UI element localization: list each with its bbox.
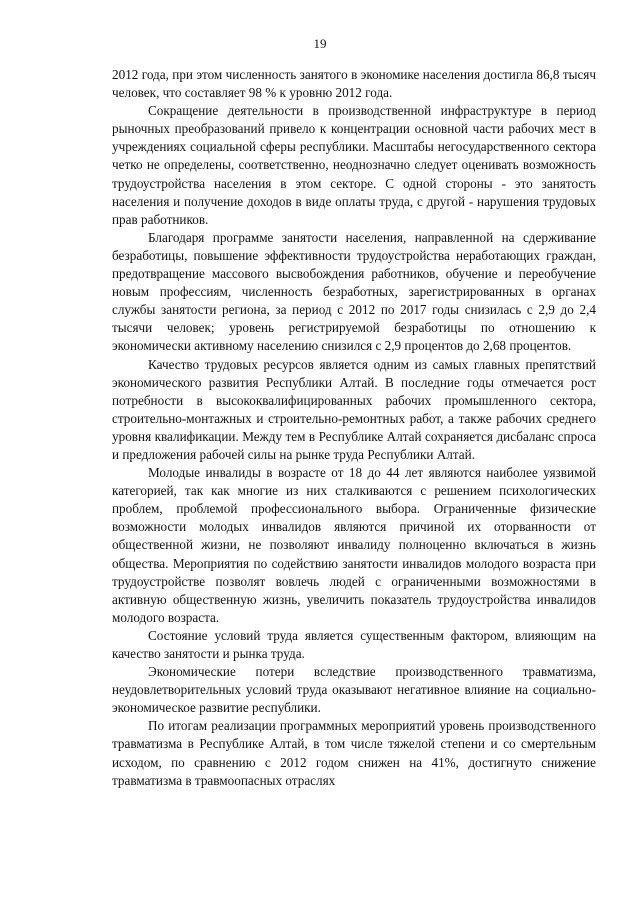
paragraph-economic-losses: Экономические потери вследствие производственного травматизма, неудовлетворительных условий труда оказывают негативное влияние на социально-экономическое развитие республики. <box>112 664 596 716</box>
paragraph-working-conditions: Состояние условий труда является существенным фактором, влияющим на качество занятости и рынка труда. <box>112 627 596 661</box>
body-text <box>112 66 596 790</box>
paragraph-injury-results: По итогам реализации программных мероприятий уровень производственного травматизма в Республике Алтай, в том числе тяжелой степени и со смертельным исходом, по сравнению с 2012 годом снижен на 41%, достигнуто снижение травматизма в травмоопасных отраслях <box>112 718 596 788</box>
paragraph-continued: 2012 года, при этом численность занятого в экономике населения достигла 86,8 тысяч человек, что составляет 98 % к уровню 2012 года. <box>112 67 596 101</box>
paragraph-young-disabled: Молодые инвалиды в возрасте от 18 до 44 лет являются наиболее уязвимой категорией, так как многие из них сталкиваются с решением психологических проблем, проблемой профессионального выбора. Ограниченные физические возможности молодых инвалидов являются причиной их оторванности от общественной жизни, не позволяют инвалиду полноценно включаться в жизнь общества. Мероприятия по содействию занятости инвалидов молодого возраста при трудоустройстве позволят вовлечь людей с ограниченными возможностями в активную общественную жизнь, увеличить показатель трудоустройства инвалидов молодого возраста. <box>112 465 596 625</box>
paragraph-labor-quality: Качество трудовых ресурсов является одним из самых главных препятствий экономического развития Республики Алтай. В последние годы отмечается рост потребности в высококвалифицированных рабочих промышленного сектора, строительно-монтажных и строительно-ремонтных работ, а также рабочих среднего уровня квалификации. Между тем в Республике Алтай сохраняется дисбаланс спроса и предложения рабочей силы на рынке труда Республики Алтай. <box>112 356 596 462</box>
page-number: 19 <box>313 36 327 51</box>
paragraph-infrastructure: Сокращение деятельности в производственной инфраструктуре в период рыночных преобразований привело к концентрации основной части рабочих мест в учреждениях социальной сферы республики. Масштабы негосударственного сектора четко не определены, соответственно, неоднозначно следует оценивать возможность трудоустройства населения в этом секторе. С одной стороны - это занятость населения и получение доходов в виде оплаты труда, с другой - нарушения трудовых прав работников. <box>112 103 596 227</box>
paragraph-employment-program: Благодаря программе занятости населения, направленной на сдерживание безработицы, повышение эффективности трудоустройства неработающих граждан, предотвращение массового высвобождения работников, обучение и переобучение новым профессиям, численность безработных, зарегистрированных в органах службы занятости региона, за период с 2012 по 2017 годы снизилась с 2,9 до 2,4 тысячи человек; уровень регистрируемой безработицы по отношению к экономически активному населению снизился с 2,9 процентов до 2,68 процентов. <box>112 229 596 354</box>
